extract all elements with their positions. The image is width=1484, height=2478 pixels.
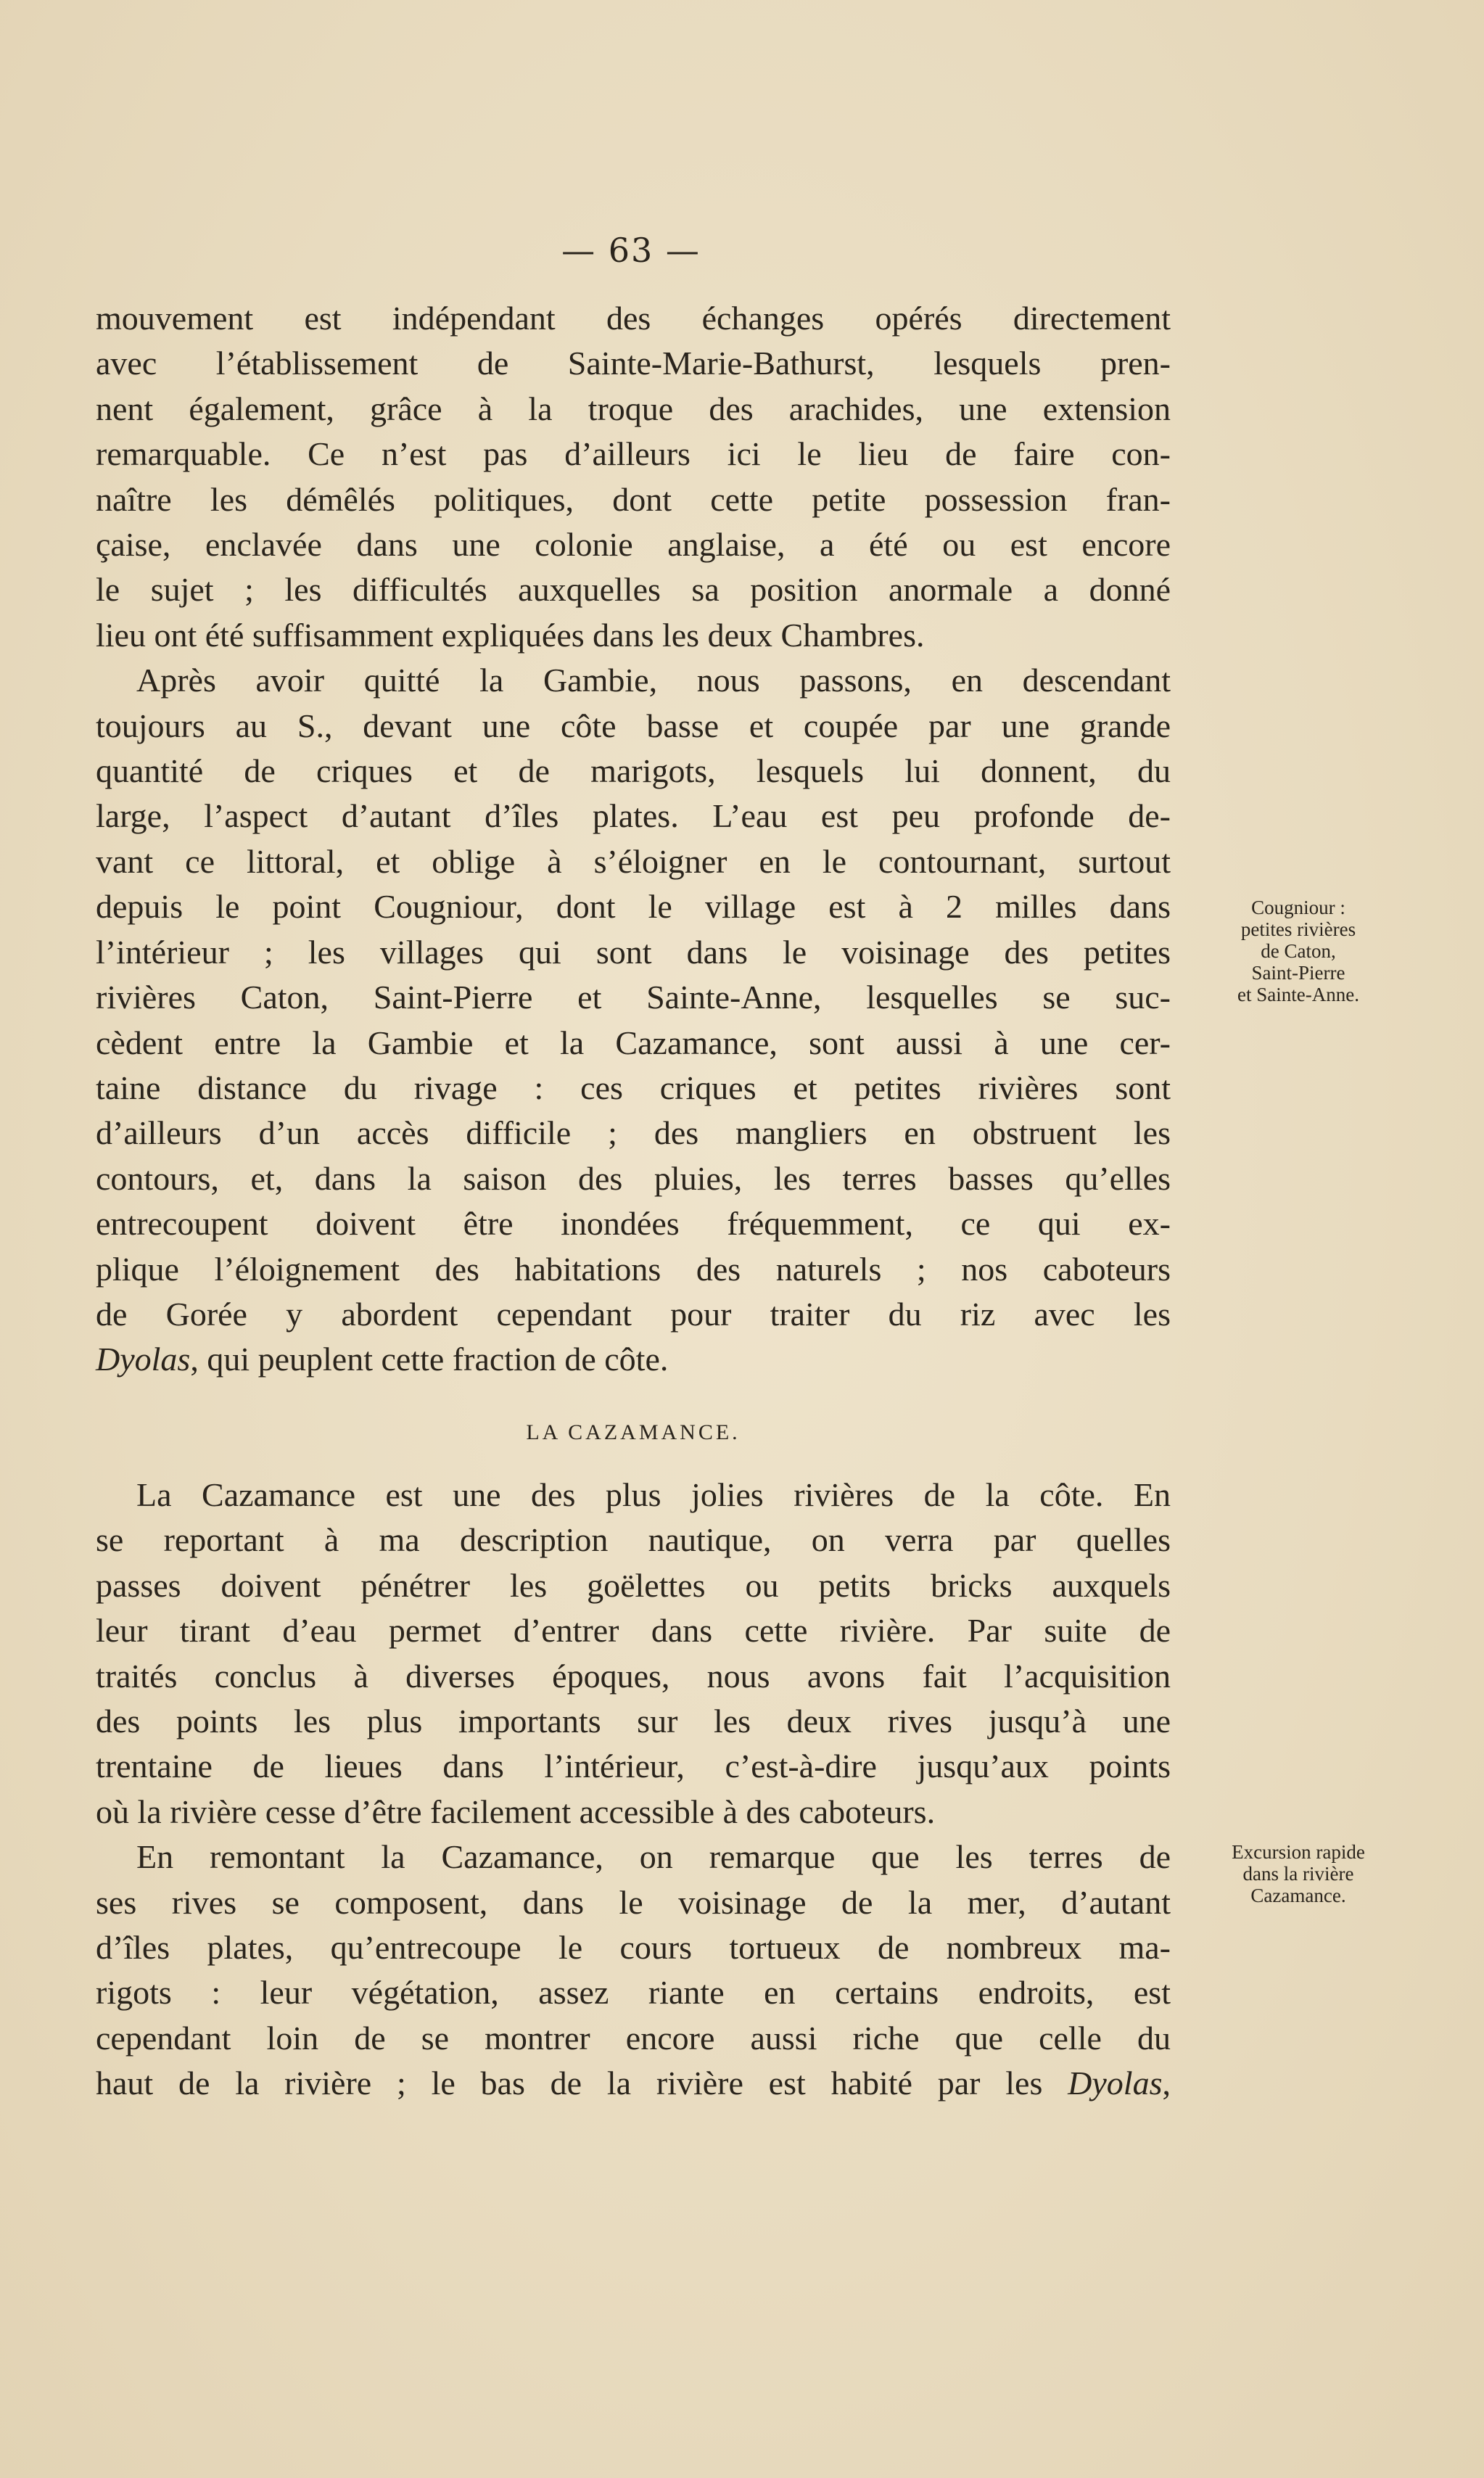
text-line: toujours au S., devant une côte basse et coupée par une grande (96, 707, 1171, 744)
text-line: En remontant la Cazamance, on remarque que les terres de (136, 1838, 1171, 1876)
text-line (96, 2061, 1171, 2106)
page-number: — 63 — (561, 231, 701, 270)
margin-note-line: Saint-Pierre (1251, 962, 1345, 984)
paragraph-3 (96, 1473, 1171, 1835)
text-line: avec l’établissement de Sainte-Marie-Bathurst, lesquels pren- (96, 345, 1171, 382)
text-line: cèdent entre la Gambie et la Cazamance, sont aussi à une cer- (96, 1024, 1171, 1061)
text-line: quantité de criques et de marigots, lesquels lui donnent, du (96, 752, 1171, 790)
text-line: se reportant à ma description nautique, on verra par quelles (96, 1521, 1171, 1559)
text-line: taine distance du rivage : ces criques et petites rivières sont (96, 1069, 1171, 1106)
paragraph-1 (96, 296, 1171, 658)
text-line: rigots : leur végétation, assez riante en certains endroits, est (96, 1974, 1171, 2012)
text-line: depuis le point Cougniour, dont le village est à 2 milles dans (96, 888, 1171, 926)
text-line: nent également, grâce à la troque des arachides, une extension (96, 390, 1171, 427)
text-line: remarquable. Ce n’est pas d’ailleurs ici le lieu de faire con- (96, 435, 1171, 473)
text-line: leur tirant d’eau permet d’entrer dans cette rivière. Par suite de (96, 1612, 1171, 1650)
margin-note-cougniour (1190, 897, 1407, 1005)
text-line: rivières Caton, Saint-Pierre et Sainte-Anne, lesquelles se suc- (96, 979, 1171, 1016)
text-line: large, l’aspect d’autant d’îles plates. L’eau est peu profonde de- (96, 797, 1171, 835)
text-block-lower (96, 1473, 1171, 2107)
text-fragment: , qui peuplent cette fraction de côte. (190, 1341, 669, 1378)
margin-note-line: de Caton, (1261, 940, 1336, 962)
text-line: l’intérieur ; les villages qui sont dans le voisinage des petites (96, 933, 1171, 971)
margin-note-line: et Sainte-Anne. (1237, 984, 1359, 1005)
text-line: trentaine de lieues dans l’intérieur, c’est-à-dire jusqu’aux points (96, 1748, 1171, 1785)
text-line: des points les plus importants sur les deux rives jusqu’à une (96, 1703, 1171, 1740)
text-line: plique l’éloignement des habitations des naturels ; nos caboteurs (96, 1250, 1171, 1288)
margin-note-line: Cazamance. (1250, 1885, 1346, 1906)
text-line: passes doivent pénétrer les goëlettes ou petits bricks auxquels (96, 1566, 1171, 1604)
section-heading: LA CAZAMANCE. (526, 1420, 741, 1444)
text-line: çaise, enclavée dans une colonie anglaise, a été ou est encore (96, 526, 1171, 564)
margin-note-line: petites rivières (1240, 918, 1356, 940)
text-block-upper (96, 296, 1171, 1383)
text-fragment: haut de la rivière ; le bas de la rivière est habité par les (96, 2065, 1068, 2102)
text-line: naître les démêlés politiques, dont cette petite possession fran- (96, 480, 1171, 518)
text-line: entrecoupent doivent être inondées fréquemment, ce qui ex- (96, 1205, 1171, 1243)
paragraph-2 (96, 658, 1171, 1383)
italic-term: Dyolas (96, 1341, 191, 1378)
margin-note-excursion (1190, 1841, 1407, 1906)
margin-note-line: Cougniour : (1251, 897, 1345, 918)
text-line: contours, et, dans la saison des pluies, les terres basses qu’elles (96, 1159, 1171, 1197)
italic-term: Dyolas (1068, 2065, 1163, 2102)
margin-note-line: Excursion rapide (1232, 1841, 1365, 1863)
margin-note-line: dans la rivière (1242, 1863, 1354, 1885)
paragraph-4 (96, 1835, 1171, 2106)
text-line (96, 1337, 1171, 1382)
text-line: lieu ont été suffisamment expliquées dans les deux Chambres. (96, 616, 925, 654)
text-line: cependant loin de se montrer encore aussi riche que celle du (96, 2019, 1171, 2057)
text-line: d’îles plates, qu’entrecoupe le cours tortueux de nombreux ma- (96, 1929, 1171, 1967)
text-line: Après avoir quitté la Gambie, nous passons, en descendant (136, 662, 1171, 699)
text-line: où la rivière cesse d’être facilement accessible à des caboteurs. (96, 1792, 936, 1830)
text-line: mouvement est indépendant des échanges opérés directement (96, 300, 1171, 337)
text-line: traités conclus à diverses époques, nous avons fait l’acquisition (96, 1657, 1171, 1695)
text-fragment: , (1162, 2065, 1171, 2102)
text-line: ses rives se composent, dans le voisinage de la mer, d’autant (96, 1883, 1171, 1921)
text-line: La Cazamance est une des plus jolies rivières de la côte. En (136, 1476, 1171, 1513)
text-line: le sujet ; les difficultés auxquelles sa position anormale a donné (96, 571, 1171, 609)
text-line: de Gorée y abordent cependant pour traiter du riz avec les (96, 1295, 1171, 1333)
text-line: d’ailleurs d’un accès difficile ; des mangliers en obstruent les (96, 1114, 1171, 1152)
text-line: vant ce littoral, et oblige à s’éloigner en le contournant, surtout (96, 842, 1171, 880)
